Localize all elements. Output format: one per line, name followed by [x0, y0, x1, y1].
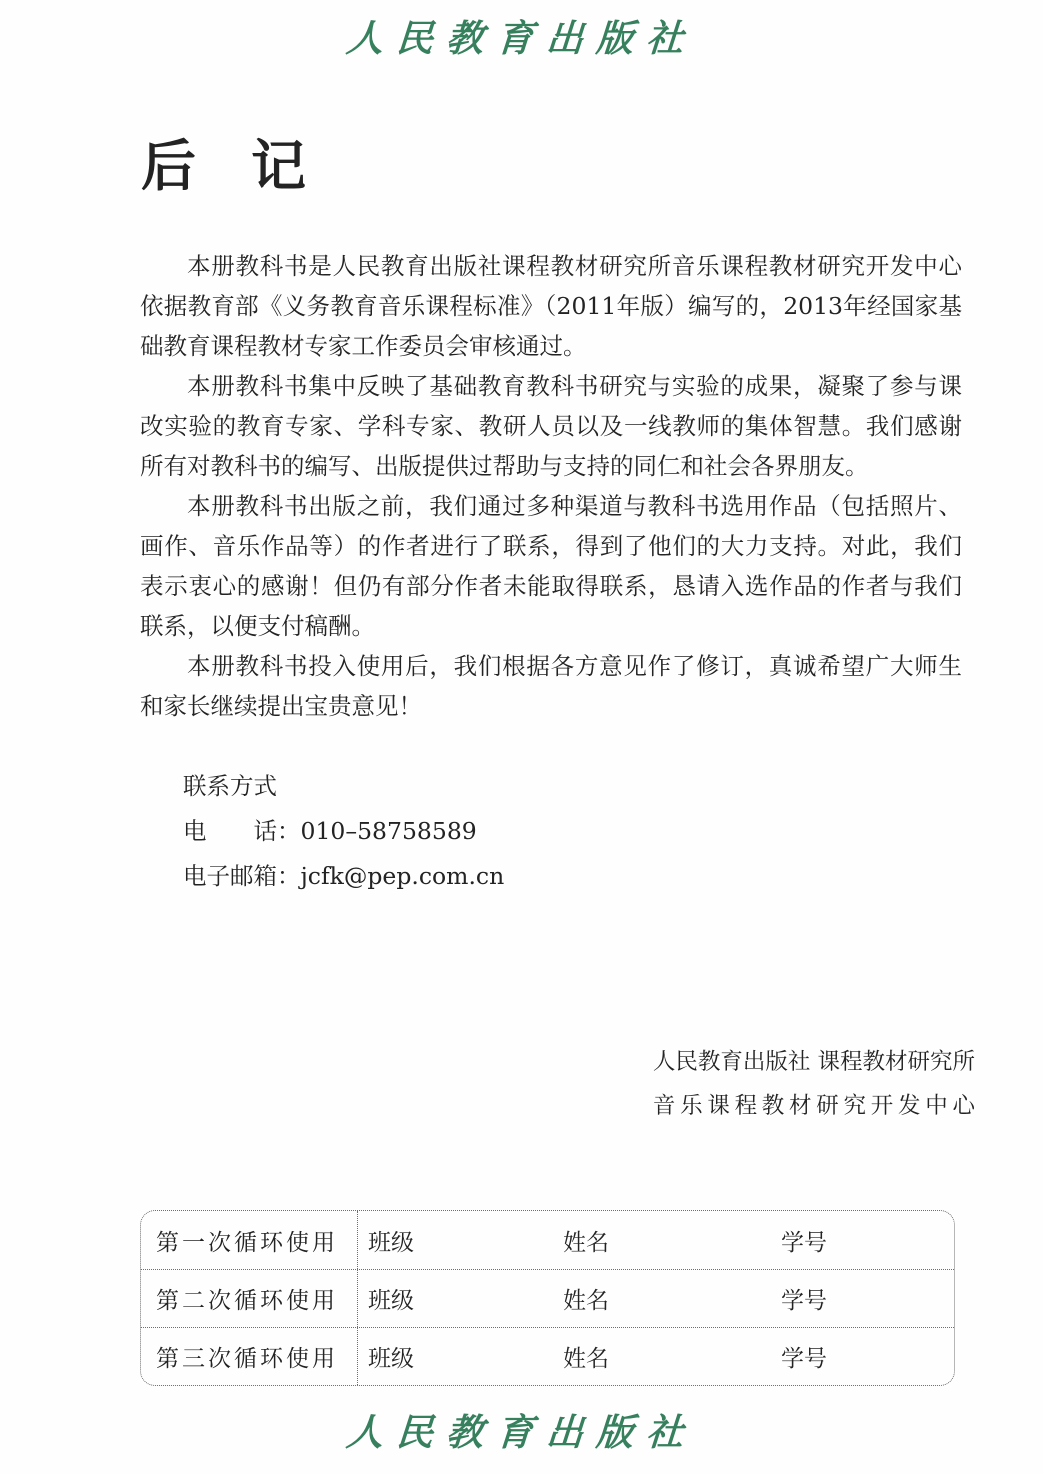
pep-calligraphy-logo-bottom: 人民教育出版社: [344, 1410, 698, 1454]
contact-heading: 联系方式: [183, 772, 277, 800]
row-fields: [358, 1211, 954, 1269]
field-student-id-label: 学号: [781, 1229, 827, 1256]
field-class-label: 班级: [368, 1229, 414, 1256]
cycle-label: 第二次循环使用: [141, 1270, 358, 1327]
email-label: 电子邮箱：: [183, 862, 301, 890]
body-paragraph: 本册教科书集中反映了基础教育教科书研究与实验的成果，凝聚了参与课改实验的教育专家、学科专家、教研人员以及一线教师的集体智慧。我们感谢所有对教科书的编写、出版提供过帮助与支持的同仁和社会各界朋友。: [140, 372, 962, 480]
body-paragraph: 本册教科书是人民教育出版社课程教材研究所音乐课程教材研究开发中心依据教育部《义务教育音乐课程标准》（2011年版）编写的，2013年经国家基础教育课程教材专家工作委员会审核通过。: [140, 252, 962, 360]
publisher-attribution: [653, 1040, 975, 1128]
row-fields: [358, 1328, 954, 1385]
field-class-label: 班级: [368, 1346, 414, 1372]
field-student-id-label: 学号: [781, 1288, 827, 1314]
table-row: [141, 1327, 954, 1385]
attribution-line-2: 音乐课程教材研究开发中心: [652, 1093, 975, 1119]
field-name-label: 姓名: [563, 1229, 609, 1256]
email-value: jcfk@pep.com.cn: [300, 862, 505, 890]
reuse-record-table: [140, 1210, 955, 1386]
field-student-id-label: 学号: [781, 1346, 827, 1372]
page-title: 后 记: [141, 132, 307, 198]
contact-block: [183, 764, 504, 899]
cycle-label: 第三次循环使用: [141, 1328, 358, 1385]
table-row: [141, 1269, 954, 1327]
field-name-label: 姓名: [563, 1288, 609, 1314]
cycle-label: 第一次循环使用: [141, 1211, 358, 1269]
pep-calligraphy-logo-top: 人民教育出版社: [344, 16, 698, 60]
contact-email-row: [183, 854, 504, 899]
field-class-label: 班级: [368, 1288, 414, 1314]
field-name-label: 姓名: [563, 1346, 609, 1372]
afterword-body: [140, 246, 962, 726]
attribution-line-1: 人民教育出版社 课程教材研究所: [652, 1049, 975, 1075]
row-fields: [358, 1270, 954, 1327]
table-row: [141, 1211, 954, 1269]
phone-value: 010–58758589: [300, 817, 477, 845]
body-paragraph: 本册教科书出版之前，我们通过多种渠道与教科书选用作品（包括照片、画作、音乐作品等）的作者进行了联系，得到了他们的大力支持。对此，我们表示衷心的感谢！但仍有部分作者未能取得联系，恳请入选作品的作者与我们联系，以便支付稿酬。: [140, 492, 962, 640]
body-paragraph: 本册教科书投入使用后，我们根据各方意见作了修订，真诚希望广大师生和家长继续提出宝贵意见！: [140, 652, 962, 720]
contact-phone-row: [183, 809, 504, 854]
phone-label: 电 话：: [183, 817, 301, 845]
